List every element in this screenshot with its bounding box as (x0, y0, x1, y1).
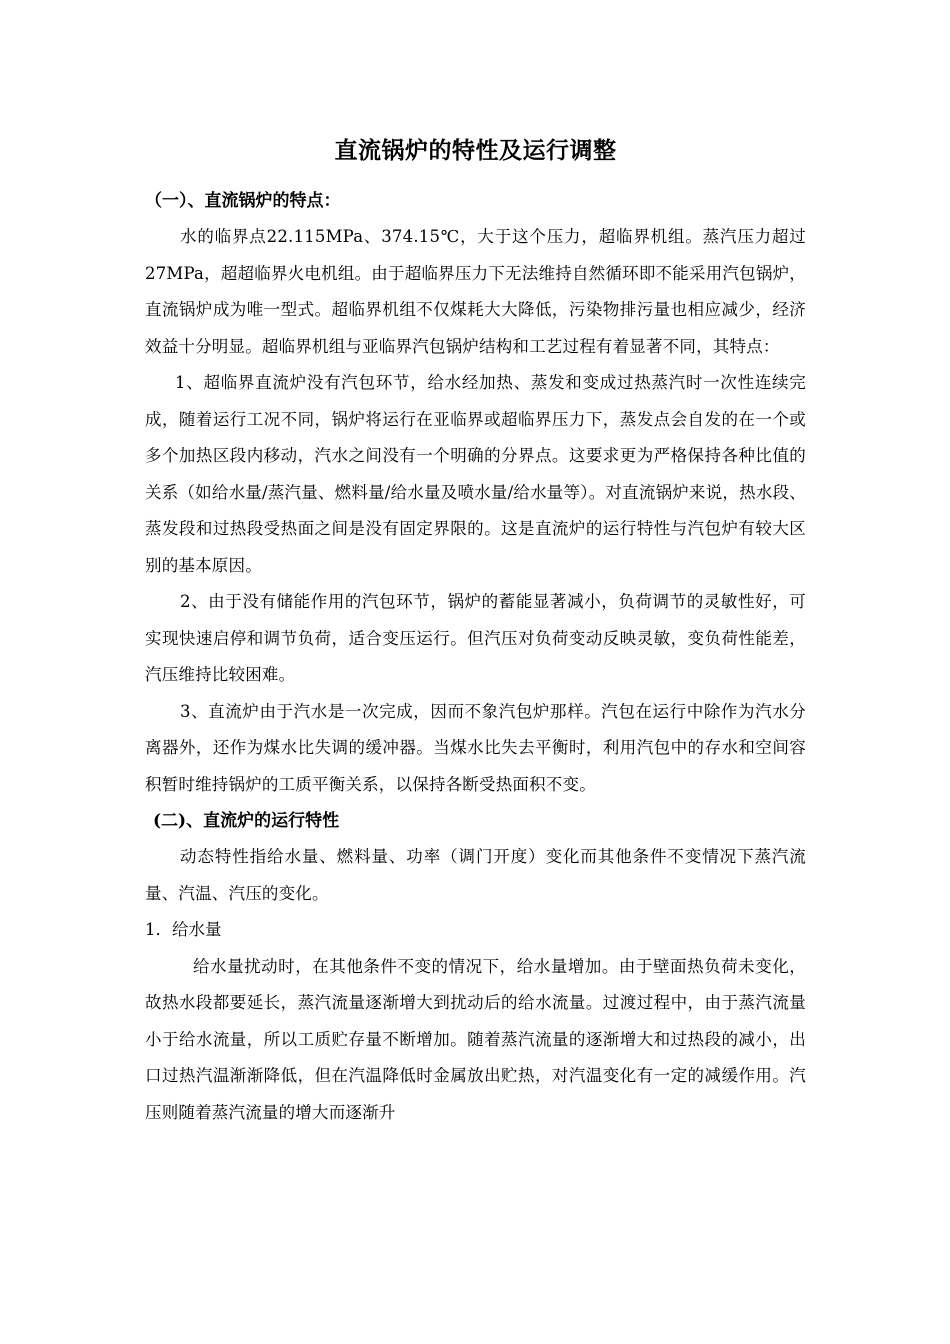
paragraph-point-1: 1、超临界直流炉没有汽包环节，给水经加热、蒸发和变成过热蒸汽时一次性连续完成，随着运行工况不同，锅炉将运行在亚临界或超临界压力下，蒸发点会自发的在一个或多个加热区段内移动，汽水之间没有一个明确的分界点。这要求更为严格保持各种比值的关系（如给水量/蒸汽量、燃料量/给水量及喷水量/给水量等）。对直流锅炉来说，热水段、蒸发段和过热段受热面之间是没有固定界限的。这是直流炉的运行特性与汽包炉有较大区别的基本原因。 (145, 373, 806, 575)
paragraph-point-3: 3、直流炉由于汽水是一次完成，因而不象汽包炉那样。汽包在运行中除作为汽水分离器外，还作为煤水比失调的缓冲器。当煤水比失去平衡时，利用汽包中的存水和空间容积暂时维持锅炉的工质平衡关系，以保持各断受热面积不变。 (145, 701, 806, 794)
subsection-label-feedwater: 1．给水量 (145, 920, 222, 939)
paragraph-feedwater: 给水量扰动时，在其他条件不变的情况下，给水量增加。由于壁面热负荷未变化，故热水段都要延长，蒸汽流量逐渐增大到扰动后的给水流量。过渡过程中，由于蒸汽流量小于给水流量，所以工质贮存量不断增加。随着蒸汽流量的逐渐增大和过热段的减小，出口过热汽温渐渐降低，但在汽温降低时金属放出贮热，对汽温变化有一定的减缓作用。汽压则随着蒸汽流量的增大而逐渐升 (145, 956, 806, 1122)
section-heading-characteristics: （一）、直流锅炉的特点： (145, 191, 341, 211)
paragraph-dynamic-characteristics: 动态特性指给水量、燃料量、功率（调门开度）变化而其他条件不变情况下蒸汽流量、汽温、汽压的变化。 (145, 847, 806, 903)
paragraph-intro: 水的临界点22.115MPa、374.15℃，大于这个压力，超临界机组。蒸汽压力超过27MPa，超超临界火电机组。由于超临界压力下无法维持自然循环即不能采用汽包锅炉，直流锅炉成为唯一型式。超临界机组不仅煤耗大大降低，污染物排污量也相应减少，经济效益十分明显。超临界机组与亚临界汽包锅炉结构和工艺过程有着显著不同，其特点： (145, 227, 806, 356)
document-title: 直流锅炉的特性及运行调整 (334, 137, 617, 164)
paragraph-point-2: 2、由于没有储能作用的汽包环节，锅炉的蓄能显著减小，负荷调节的灵敏性好，可实现快速启停和调节负荷，适合变压运行。但汽压对负荷变动反映灵敏，变负荷性能差，汽压维持比较困难。 (145, 592, 806, 684)
section-heading-operation: (二)、直流炉的运行特性 (153, 811, 340, 831)
